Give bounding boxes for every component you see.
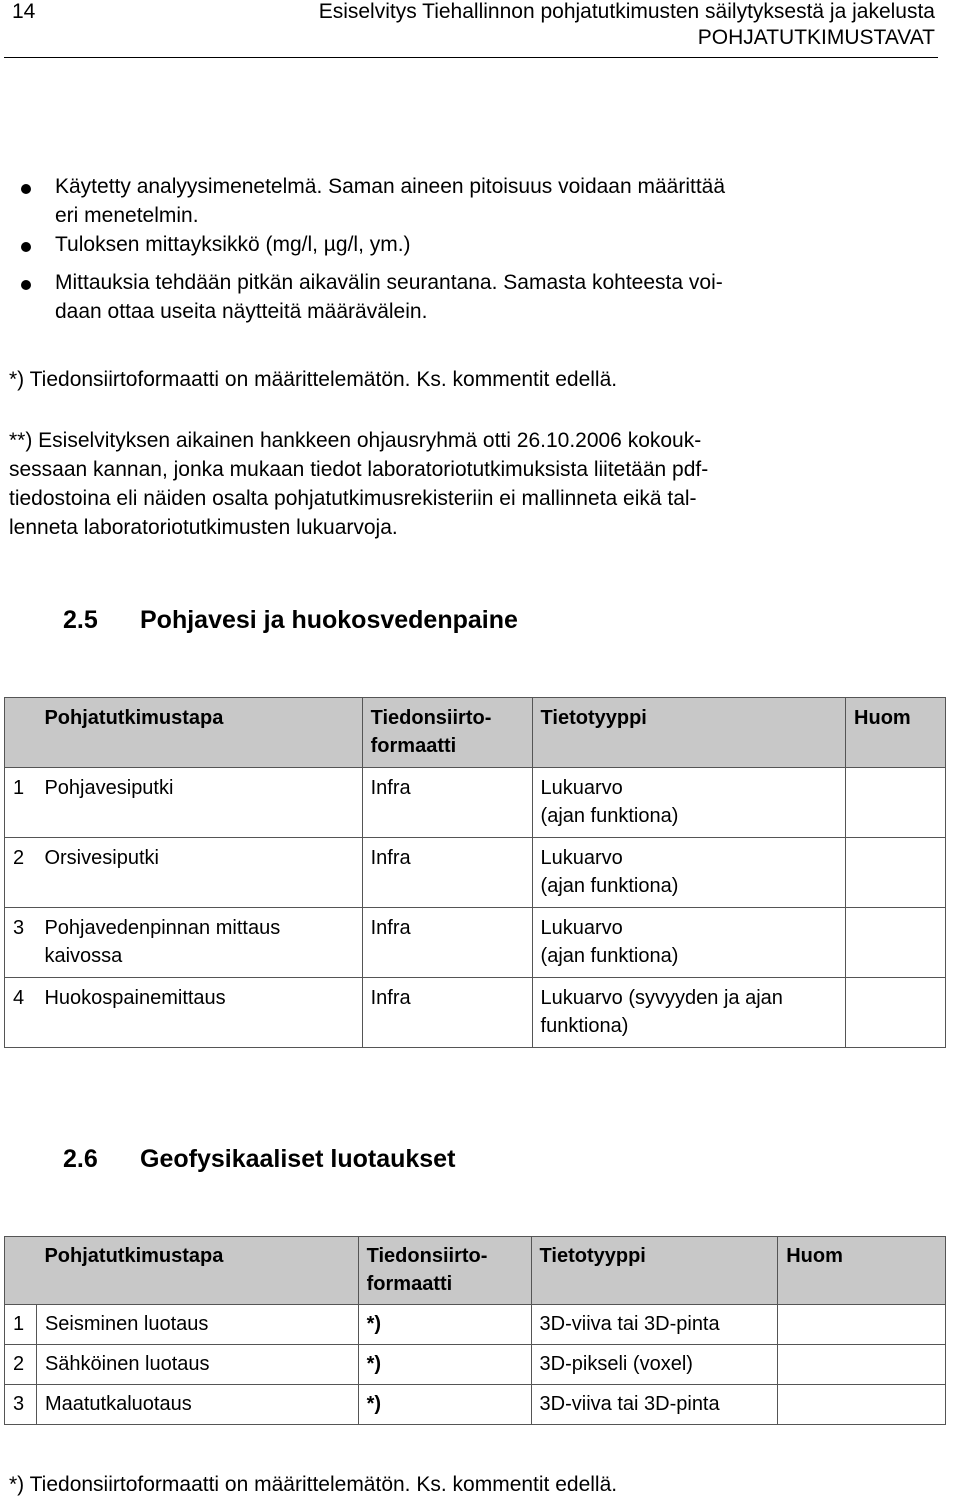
row-number: 2 — [5, 1345, 37, 1385]
footer-note: *) Tiedonsiirtoformaatti on määrittelemätön. Ks. kommentit edellä. — [9, 1473, 618, 1496]
bullet-item — [55, 268, 723, 326]
row-format: *) — [358, 1305, 531, 1345]
table-row — [5, 1345, 946, 1385]
row-type-line: (ajan funktiona) — [540, 945, 679, 967]
header-num — [5, 698, 37, 768]
geophysics-table — [4, 1236, 946, 1425]
row-type — [532, 838, 846, 908]
row-number: 2 — [5, 838, 37, 908]
bullet-line: Mittauksia tehdään pitkän aikavälin seurantana. Samasta kohteesta voi- — [55, 271, 723, 294]
row-note — [846, 978, 946, 1048]
bullet-item — [55, 172, 725, 230]
row-number: 3 — [5, 908, 37, 978]
header-num — [5, 1237, 37, 1305]
row-type-line: (ajan funktiona) — [540, 805, 679, 827]
row-format: Infra — [362, 838, 532, 908]
header-format-line: Tiedonsiirto- — [370, 707, 492, 729]
header-note: Huom — [846, 698, 946, 768]
row-note — [778, 1345, 946, 1385]
header-type: Tietotyyppi — [532, 698, 846, 768]
row-format: Infra — [362, 908, 532, 978]
header-method: Pohjatutkimustapa — [36, 1237, 358, 1305]
section-title: Geofysikaaliset luotaukset — [140, 1145, 456, 1173]
table-row — [5, 1385, 946, 1425]
row-note — [846, 768, 946, 838]
row-type: 3D-viiva tai 3D-pinta — [531, 1305, 778, 1345]
row-type-line: Lukuarvo — [540, 777, 623, 799]
table-row — [5, 908, 946, 978]
note-line: **) Esiselvityksen aikainen hankkeen ohjausryhmä otti 26.10.2006 kokouk- — [9, 429, 702, 452]
header-method: Pohjatutkimustapa — [36, 698, 362, 768]
bullet-icon — [21, 242, 31, 252]
header-type: Tietotyyppi — [531, 1237, 778, 1305]
row-type — [532, 978, 846, 1048]
row-note — [846, 908, 946, 978]
bullet-line: Käytetty analyysimenetelmä. Saman aineen pitoisuus voidaan määrittää — [55, 175, 726, 198]
row-type-line: Lukuarvo (syvyyden ja ajan — [540, 987, 783, 1009]
bullet-line: eri menetelmin. — [55, 204, 199, 227]
header-note: Huom — [778, 1237, 946, 1305]
row-method: Maatutkaluotaus — [36, 1385, 358, 1425]
row-type: 3D-pikseli (voxel) — [531, 1345, 778, 1385]
table-row — [5, 978, 946, 1048]
row-method: Seisminen luotaus — [36, 1305, 358, 1345]
bullet-line: Tuloksen mittayksikkö (mg/l, µg/l, ym.) — [55, 233, 411, 256]
row-format: Infra — [362, 978, 532, 1048]
row-note — [778, 1305, 946, 1345]
row-note — [846, 838, 946, 908]
section-title: Pohjavesi ja huokosvedenpaine — [140, 606, 518, 634]
row-format: *) — [358, 1345, 531, 1385]
row-note — [778, 1385, 946, 1425]
running-title: Esiselvitys Tiehallinnon pohjatutkimusten säilytyksestä ja jakelusta — [318, 0, 935, 23]
section-number: 2.5 — [63, 606, 98, 634]
row-format: *) — [358, 1385, 531, 1425]
row-number: 1 — [5, 1305, 37, 1345]
table-header-row — [5, 1237, 946, 1305]
groundwater-table — [4, 697, 946, 1048]
bullet-line: daan ottaa useita näytteitä määrävälein. — [55, 300, 428, 323]
row-method: Huokospainemittaus — [36, 978, 362, 1048]
header-format-line: Tiedonsiirto- — [366, 1245, 488, 1267]
page-number: 14 — [12, 0, 36, 23]
header-format-line: formaatti — [370, 735, 457, 757]
table-header-row — [5, 698, 946, 768]
row-method: Pohjavesiputki — [36, 768, 362, 838]
table-row — [5, 768, 946, 838]
header-rule — [4, 57, 938, 58]
header-format — [362, 698, 532, 768]
row-number: 4 — [5, 978, 37, 1048]
row-type-line: Lukuarvo — [540, 917, 623, 939]
bullet-icon — [21, 184, 31, 194]
row-type — [532, 908, 846, 978]
note-line: tiedostoina eli näiden osalta pohjatutkimusrekisteriin ei mallinneta eikä tal- — [9, 487, 697, 510]
row-method: Sähköinen luotaus — [36, 1345, 358, 1385]
row-type — [532, 768, 846, 838]
note-steering-group — [9, 426, 929, 542]
row-number: 1 — [5, 768, 37, 838]
row-method — [36, 908, 362, 978]
row-type-line: Lukuarvo — [540, 847, 623, 869]
row-number: 3 — [5, 1385, 37, 1425]
header-format — [358, 1237, 531, 1305]
row-method-line: kaivossa — [44, 945, 123, 967]
row-type: 3D-viiva tai 3D-pinta — [531, 1385, 778, 1425]
bullet-item — [55, 230, 411, 259]
header-format-line: formaatti — [366, 1273, 453, 1295]
section-number: 2.6 — [63, 1145, 98, 1173]
note-line: lenneta laboratoriotutkimusten lukuarvoja. — [9, 516, 398, 539]
row-format: Infra — [362, 768, 532, 838]
note-line: sessaan kannan, jonka mukaan tiedot laboratoriotutkimuksista liitetään pdf- — [9, 458, 709, 481]
table-row — [5, 1305, 946, 1345]
row-method: Orsivesiputki — [36, 838, 362, 908]
bullet-icon — [21, 280, 31, 290]
row-type-line: (ajan funktiona) — [540, 875, 679, 897]
note-format: *) Tiedonsiirtoformaatti on määrittelemätön. Ks. kommentit edellä. — [9, 368, 618, 391]
row-type-line: funktiona) — [540, 1015, 629, 1037]
running-chapter: POHJATUTKIMUSTAVAT — [697, 26, 935, 49]
row-method-line: Pohjavedenpinnan mittaus — [44, 917, 281, 939]
table-row — [5, 838, 946, 908]
